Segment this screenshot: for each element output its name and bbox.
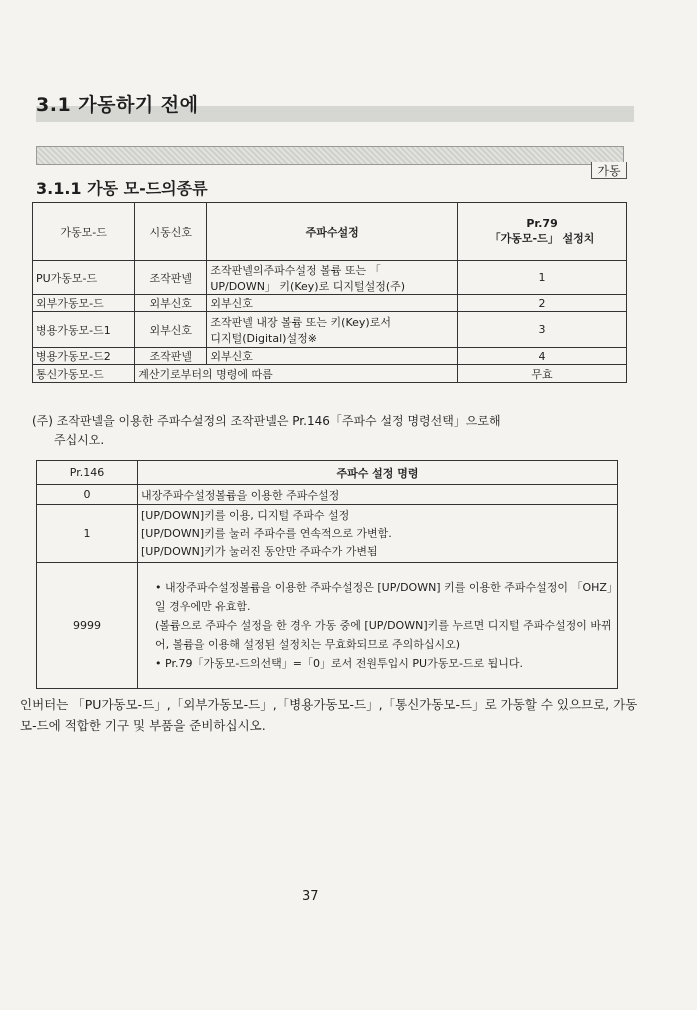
- mode-cell: 외부가동모-드: [33, 295, 135, 312]
- footnote: [32, 412, 632, 450]
- table-row: [37, 485, 618, 505]
- command-line: [UP/DOWN]키가 눌러진 동안만 주파수가 가변됨: [141, 544, 378, 558]
- header-pr146: Pr.146: [37, 461, 138, 485]
- signal-cell: 외부신호: [135, 312, 207, 348]
- pr146-value: 9999: [37, 563, 138, 689]
- frequency-cell: 외부신호: [207, 348, 458, 365]
- header-pr79: [458, 203, 627, 261]
- pr79-cell: 2: [458, 295, 627, 312]
- signal-cell: 조작판넬: [135, 261, 207, 295]
- pr79-cell: 3: [458, 312, 627, 348]
- page-number: 37: [302, 889, 319, 904]
- frequency-cell: [207, 312, 458, 348]
- mode-cell: 통신가동모-드: [33, 365, 135, 383]
- mode-cell: 병용가동모-드2: [33, 348, 135, 365]
- command-line: [UP/DOWN]키를 눌러 주파수를 연속적으로 가변함.: [141, 526, 392, 540]
- bullet-text: 내장주파수설정볼륨을 이용한 주파수설정은 [UP/DOWN] 키를 이용한 주파수설정이 「OHZ」일 경우에만 유효함.: [155, 581, 613, 613]
- pr146-value: 1: [37, 505, 138, 563]
- frequency-cell: [207, 261, 458, 295]
- operation-mode-table: [32, 202, 627, 383]
- command-text: [138, 563, 618, 689]
- header-mode: 가동모-드: [33, 203, 135, 261]
- signal-cell: 조작판넬: [135, 348, 207, 365]
- pr79-cell: 4: [458, 348, 627, 365]
- footnote-line: 주십시오.: [54, 433, 105, 447]
- section-header-bar: [36, 146, 624, 165]
- header-pr79-label: 「가동모-드」 설정치: [489, 232, 595, 245]
- table-row: [33, 348, 627, 365]
- command-text: 내장주파수설정볼륨을 이용한 주파수설정: [138, 485, 618, 505]
- table-row: [33, 261, 627, 295]
- header-command: 주파수 설정 명령: [138, 461, 618, 485]
- command-text: [138, 505, 618, 563]
- pr146-table: [36, 460, 618, 689]
- pr146-value: 0: [37, 485, 138, 505]
- command-line: [UP/DOWN]키를 이용, 디지털 주파수 설정: [141, 508, 350, 522]
- frequency-text-line: UP/DOWN」 키(Key)로 디지털설정(주): [210, 279, 406, 293]
- mode-cell: PU가동모-드: [33, 261, 135, 295]
- table-row: [33, 312, 627, 348]
- section-tab-label: 가동: [591, 162, 627, 179]
- table-row: [37, 505, 618, 563]
- frequency-cell: 외부신호: [207, 295, 458, 312]
- frequency-text-line: 조작판넬의주파수설정 볼륨 또는 「: [210, 263, 381, 277]
- header-frequency-setting: 주파수설정: [207, 203, 458, 261]
- section-title: 3.1 가동하기 전에: [36, 94, 199, 116]
- header-pr79-code: Pr.79: [526, 217, 558, 230]
- table-row: [33, 365, 627, 383]
- signal-cell: 외부신호: [135, 295, 207, 312]
- table-row: [37, 563, 618, 689]
- bullet-subtext: (볼륨으로 주파수 설정을 한 경우 가동 중에 [UP/DOWN]키를 누르면 디지털 주파수설정이 바뀌어, 볼륨을 이용해 설정된 설정치는 무효화되므로 주의하십시오): [155, 619, 612, 651]
- bullet-text: Pr.79「가동모-드의선택」=「0」로서 전원투입시 PU가동모-드로 됩니다.: [165, 657, 524, 670]
- table-row: [33, 295, 627, 312]
- pr79-cell: 1: [458, 261, 627, 295]
- subsection-title: 3.1.1 가동 모-드의종류: [36, 179, 208, 198]
- frequency-text-line: 디지털(Digital)설정※: [210, 331, 317, 345]
- pr79-cell: 무효: [458, 365, 627, 383]
- body-paragraph: 인버터는 「PU가동모-드」,「외부가동모-드」,「병용가동모-드」,「통신가동모-드」로 가동할 수 있으므로, 가동모-드에 적합한 기구 및 부품을 준비하십시오.: [20, 697, 638, 733]
- footnote-line: (주) 조작판넬을 이용한 주파수설정의 조작판넬은 Pr.146「주파수 설정 명령선택」으로해: [32, 414, 501, 428]
- mode-cell: 병용가동모-드1: [33, 312, 135, 348]
- frequency-text-line: 조작판넬 내장 볼륨 또는 키(Key)로서: [210, 315, 391, 329]
- signal-cell: 계산기로부터의 명령에 따름: [135, 365, 458, 383]
- header-start-signal: 시동신호: [135, 203, 207, 261]
